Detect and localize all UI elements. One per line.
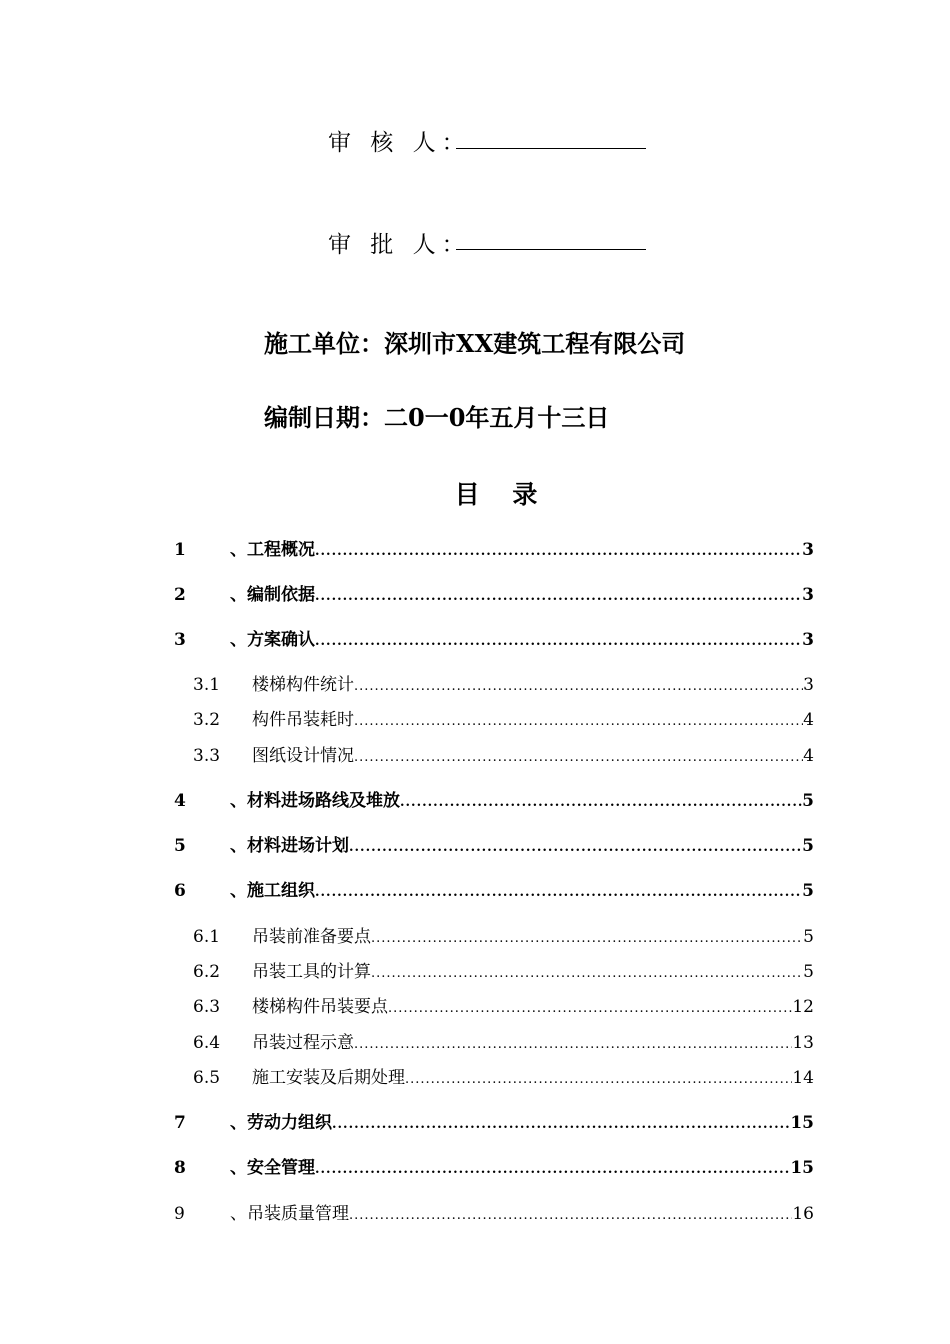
toc-entry-title: 、材料进场计划 — [230, 836, 349, 856]
toc-dot-leader — [315, 586, 802, 608]
toc-subentry[interactable] — [174, 926, 814, 948]
toc-entry-number: 7 — [174, 1113, 186, 1133]
reviewer-label: 审 核 人： — [328, 130, 471, 156]
toc-entry-title: 吊装前准备要点 — [252, 927, 371, 947]
toc-subentry[interactable] — [174, 674, 814, 696]
toc-dot-leader — [354, 676, 803, 698]
toc-entry-page: 5 — [802, 791, 814, 811]
toc-entry-title: 楼梯构件吊装要点 — [252, 997, 388, 1017]
toc-entry-title: 吊装工具的计算 — [252, 962, 371, 982]
toc-dot-leader — [354, 747, 803, 769]
toc-dot-leader — [349, 837, 802, 859]
toc-entry-page: 3 — [802, 540, 814, 560]
approver-signature-blank — [456, 249, 646, 250]
toc-entry-title: 、材料进场路线及堆放 — [230, 791, 400, 811]
toc-entry-title: 楼梯构件统计 — [252, 675, 354, 695]
toc-entry-title: 、安全管理 — [230, 1158, 315, 1178]
toc-entry-page: 15 — [790, 1113, 814, 1133]
toc-entry-title: 、编制依据 — [230, 585, 315, 605]
toc-entry-number: 3.1 — [193, 675, 221, 695]
toc-subentry[interactable] — [174, 709, 814, 731]
compile-date: 编制日期：二0一0年五月十三日 — [264, 403, 610, 432]
toc-entry-number: 4 — [174, 791, 186, 811]
toc-dot-leader — [371, 963, 803, 985]
toc-entry-number: 8 — [174, 1158, 186, 1178]
toc-entry-number: 6.3 — [193, 997, 221, 1017]
toc-entry-page: 5 — [802, 836, 814, 856]
toc-entry-title: 、施工组织 — [230, 881, 315, 901]
toc-entry-title: 吊装过程示意 — [252, 1033, 354, 1053]
toc-entry-page: 5 — [803, 927, 814, 947]
toc-entry[interactable] — [174, 790, 814, 812]
toc-entry-page: 4 — [803, 746, 814, 766]
toc-dot-leader — [315, 1159, 790, 1181]
toc-entry-title: 构件吊装耗时 — [252, 710, 354, 730]
toc-entry-title: 、劳动力组织 — [230, 1113, 332, 1133]
reviewer-signature-blank — [456, 148, 646, 149]
toc-dot-leader — [349, 1205, 792, 1227]
toc-entry-page: 13 — [792, 1033, 814, 1053]
toc-entry-number: 5 — [174, 836, 186, 856]
toc-entry[interactable] — [174, 1157, 814, 1179]
toc-entry[interactable] — [174, 539, 814, 561]
toc-dot-leader — [400, 792, 802, 814]
toc-dot-leader — [315, 541, 802, 563]
toc-entry-page: 14 — [792, 1068, 814, 1088]
toc-entry-page: 5 — [802, 881, 814, 901]
toc-subentry[interactable] — [174, 745, 814, 767]
toc-entry-page: 12 — [792, 997, 814, 1017]
approver-label: 审 批 人： — [328, 232, 471, 258]
toc-entry-number: 3 — [174, 630, 186, 650]
toc-entry[interactable] — [174, 584, 814, 606]
toc-entry-page: 3 — [802, 585, 814, 605]
toc-dot-leader — [405, 1069, 792, 1091]
toc-entry-number: 6.4 — [193, 1033, 221, 1053]
toc-entry[interactable] — [174, 835, 814, 857]
toc-entry-page: 16 — [792, 1204, 814, 1224]
toc-entry-title: 、吊装质量管理 — [230, 1204, 349, 1224]
toc-entry-number: 6 — [174, 881, 186, 901]
toc-subentry[interactable] — [174, 961, 814, 983]
toc-entry-number: 6.1 — [193, 927, 221, 947]
construction-unit: 施工单位：深圳市XX建筑工程有限公司 — [264, 329, 686, 358]
toc-dot-leader — [354, 1034, 792, 1056]
toc-subentry[interactable] — [174, 1067, 814, 1089]
toc-entry-page: 3 — [803, 675, 814, 695]
toc-dot-leader — [315, 631, 802, 653]
toc-entry[interactable] — [174, 1203, 814, 1225]
toc-entry-number: 3.3 — [193, 746, 221, 766]
toc-entry-number: 9 — [174, 1204, 185, 1224]
toc-entry-page: 15 — [790, 1158, 814, 1178]
toc-entry-number: 2 — [174, 585, 186, 605]
toc-entry-number: 3.2 — [193, 710, 221, 730]
toc-entry-number: 6.5 — [193, 1068, 221, 1088]
toc-entry-title: 、方案确认 — [230, 630, 315, 650]
toc-entry-page: 3 — [802, 630, 814, 650]
toc-subentry[interactable] — [174, 1032, 814, 1054]
toc-entry-number: 1 — [174, 540, 186, 560]
toc-dot-leader — [315, 882, 802, 904]
toc-entry-title: 施工安装及后期处理 — [252, 1068, 405, 1088]
toc-dot-leader — [354, 711, 803, 733]
toc-entry[interactable] — [174, 1112, 814, 1134]
toc-entry[interactable] — [174, 880, 814, 902]
toc-dot-leader — [332, 1114, 790, 1136]
toc-title: 目 录 — [454, 480, 550, 509]
toc-entry-page: 4 — [803, 710, 814, 730]
toc-dot-leader — [388, 998, 792, 1020]
toc-subentry[interactable] — [174, 996, 814, 1018]
toc-entry-title: 、工程概况 — [230, 540, 315, 560]
toc-dot-leader — [371, 928, 803, 950]
toc-entry-title: 图纸设计情况 — [252, 746, 354, 766]
toc-entry-number: 6.2 — [193, 962, 221, 982]
toc-entry[interactable] — [174, 629, 814, 651]
toc-entry-page: 5 — [803, 962, 814, 982]
